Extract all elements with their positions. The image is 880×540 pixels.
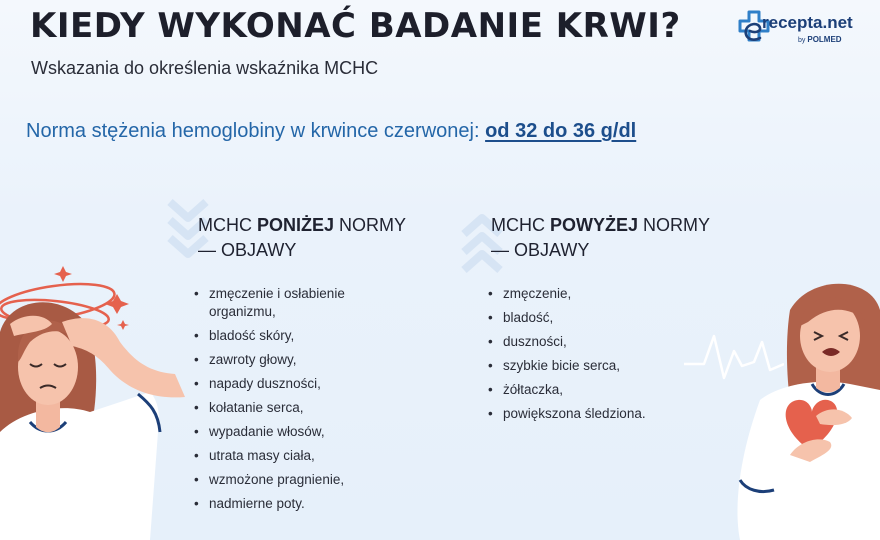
above-norm-symptoms — [488, 285, 708, 429]
list-item: • zmęczenie, — [488, 285, 708, 303]
list-item: • duszności, — [488, 333, 708, 351]
norm-statement — [26, 120, 636, 143]
list-item: • wypadanie włosów, — [194, 423, 384, 441]
logo-name: recepta.net — [762, 13, 853, 32]
list-item: • utrata masy ciała, — [194, 447, 384, 465]
recepta-logo[interactable] — [738, 6, 868, 50]
list-item: • powiększona śledziona. — [488, 405, 708, 423]
list-item: • bladość, — [488, 309, 708, 327]
norm-value: od 32 do 36 g/dl — [485, 120, 637, 142]
heart-pain-woman-illustration — [720, 280, 880, 540]
list-item: • nadmierne poty. — [194, 495, 384, 513]
norm-label: Norma stężenia hemoglobiny w krwince czerwonej: — [26, 120, 480, 142]
list-item: • żółtaczka, — [488, 381, 708, 399]
list-item: • napady duszności, — [194, 375, 384, 393]
logo-byline: by POLMED — [798, 35, 842, 44]
dizzy-woman-illustration — [0, 262, 190, 540]
below-norm-symptoms — [194, 285, 384, 519]
below-norm-heading: MCHC PONIŻEJ NORMY — OBJAWY — [198, 215, 407, 260]
list-item: • zmęczenie i osłabienie organizmu, — [194, 285, 384, 321]
list-item: • wzmożone pragnienie, — [194, 471, 384, 489]
list-item: • zawroty głowy, — [194, 351, 384, 369]
list-item: • szybkie bicie serca, — [488, 357, 708, 375]
above-norm-heading: MCHC POWYŻEJ NORMY — OBJAWY — [491, 215, 711, 260]
page-subtitle: Wskazania do określenia wskaźnika MCHC — [31, 58, 379, 78]
list-item: • kołatanie serca, — [194, 399, 384, 417]
list-item: • bladość skóry, — [194, 327, 384, 345]
page-title: KIEDY WYKONAĆ BADANIE KRWI? — [30, 6, 681, 46]
